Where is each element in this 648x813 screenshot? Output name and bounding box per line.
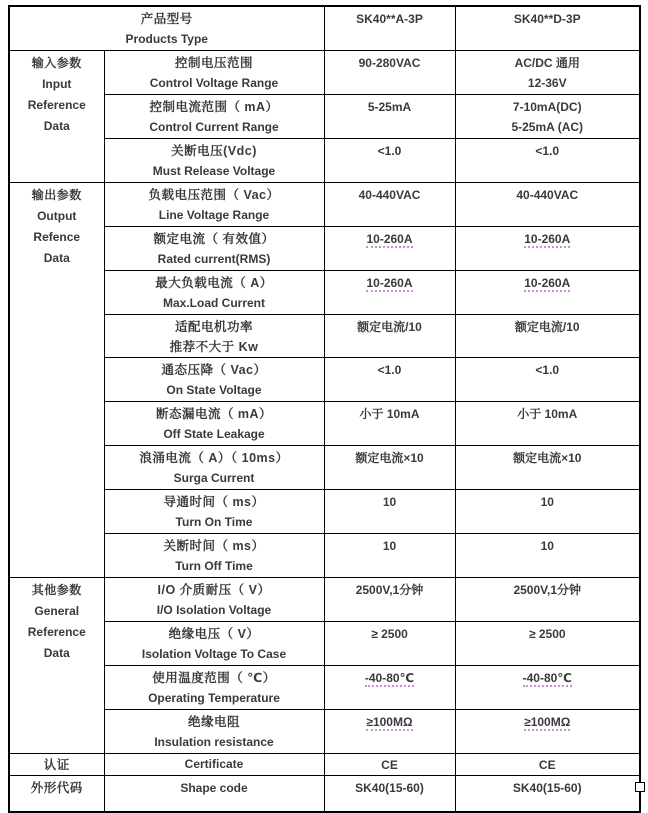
table-row bbox=[9, 95, 640, 139]
value-d-cell bbox=[455, 534, 640, 578]
products-type-zh: 产品型号 bbox=[140, 12, 193, 26]
param-en: Turn Off Time bbox=[175, 559, 253, 573]
products-type-en: Products Type bbox=[125, 32, 208, 46]
param-cell bbox=[104, 534, 324, 578]
value-a-cell bbox=[324, 271, 455, 315]
value-d: 额定电流×10 bbox=[513, 451, 582, 465]
value-d: 2500V,1分钟 bbox=[513, 583, 582, 597]
param-zh: 通态压降（ Vac） bbox=[161, 363, 267, 377]
param-cell bbox=[104, 227, 324, 271]
table-row bbox=[9, 578, 640, 622]
value-d: <1.0 bbox=[535, 363, 560, 377]
value-d: 10-260A bbox=[524, 232, 571, 246]
section-general-en1: General bbox=[34, 604, 80, 618]
value-d2: 12-36V bbox=[527, 76, 567, 90]
value-a-cell bbox=[324, 227, 455, 271]
section-cert bbox=[9, 754, 104, 776]
section-output bbox=[9, 183, 104, 578]
value-a: 10-260A bbox=[366, 276, 413, 290]
value-a: 40-440VAC bbox=[358, 188, 421, 202]
shape-code-row bbox=[9, 776, 640, 812]
param-zh: 适配电机功率 bbox=[174, 320, 253, 334]
param-en: Control Voltage Range bbox=[149, 76, 279, 90]
section-general bbox=[9, 578, 104, 754]
param-zh: 浪涌电流（ A）（ 10ms） bbox=[139, 451, 289, 465]
value-a: 小于 10mA bbox=[359, 407, 420, 421]
value-d-cell bbox=[455, 315, 640, 358]
value-d: 7-10mA(DC) bbox=[512, 100, 582, 114]
value-d-cell bbox=[455, 710, 640, 754]
value-d-cell bbox=[455, 139, 640, 183]
table-row bbox=[9, 271, 640, 315]
value-d-cell bbox=[455, 51, 640, 95]
value-d-cell bbox=[455, 227, 640, 271]
value-d-cell bbox=[455, 183, 640, 227]
table-row bbox=[9, 622, 640, 666]
value-a-cell bbox=[324, 622, 455, 666]
value-a-cell bbox=[324, 315, 455, 358]
value-a-cell bbox=[324, 51, 455, 95]
section-cert-zh: 认证 bbox=[43, 757, 70, 772]
param-zh: 绝缘电阻 bbox=[187, 715, 240, 729]
param-en: I/O Isolation Voltage bbox=[156, 603, 272, 617]
param-en: Operating Temperature bbox=[148, 691, 280, 705]
value-d-cell bbox=[455, 271, 640, 315]
param-en: On State Voltage bbox=[166, 383, 262, 397]
param-en: Surga Current bbox=[173, 471, 255, 485]
value-d: <1.0 bbox=[535, 144, 560, 158]
table-row bbox=[9, 183, 640, 227]
section-input-en2: Reference bbox=[27, 98, 86, 112]
value-d: 10 bbox=[540, 539, 554, 553]
param-zh: 关断电压(Vdc) bbox=[171, 144, 257, 158]
param-cell bbox=[104, 358, 324, 402]
value-a: <1.0 bbox=[377, 363, 402, 377]
value-a: 10 bbox=[382, 539, 397, 553]
value-d: ≥ 2500 bbox=[528, 627, 566, 641]
param-zh: 绝缘电压（ V） bbox=[168, 627, 260, 641]
products-type-cell bbox=[9, 6, 324, 51]
param-en: Line Voltage Range bbox=[158, 208, 270, 222]
value-a-cell bbox=[324, 710, 455, 754]
certificate-row bbox=[9, 754, 640, 776]
value-a: ≥ 2500 bbox=[371, 627, 408, 641]
param-zh: I/O 介质耐压（ V） bbox=[157, 583, 271, 597]
param-en: Control Current Range bbox=[149, 120, 279, 134]
model-d-cell bbox=[455, 6, 640, 51]
param-en: Must Release Voltage bbox=[152, 164, 276, 178]
param-cell bbox=[104, 666, 324, 710]
table-row bbox=[9, 534, 640, 578]
value-d-cell bbox=[455, 358, 640, 402]
param-en: Turn On Time bbox=[175, 515, 253, 529]
param-cell bbox=[104, 271, 324, 315]
param-en: Max.Load Current bbox=[162, 296, 265, 310]
section-input bbox=[9, 51, 104, 183]
param-en: Insulation resistance bbox=[154, 735, 274, 749]
table-row bbox=[9, 666, 640, 710]
param-cell bbox=[104, 776, 324, 812]
value-a: 10-260A bbox=[366, 232, 413, 246]
param-zh: 控制电压范围 bbox=[174, 56, 253, 70]
value-d2: 5-25mA (AC) bbox=[511, 120, 584, 134]
table-row bbox=[9, 710, 640, 754]
table-row bbox=[9, 358, 640, 402]
value-d: 10-260A bbox=[524, 276, 571, 290]
section-general-zh: 其他参数 bbox=[31, 583, 82, 597]
value-a-cell bbox=[324, 490, 455, 534]
value-a-cell bbox=[324, 95, 455, 139]
value-d: 40-440VAC bbox=[516, 188, 579, 202]
header-row bbox=[9, 6, 640, 51]
value-a-cell bbox=[324, 534, 455, 578]
value-a-cell bbox=[324, 666, 455, 710]
value-d: 小于 10mA bbox=[517, 407, 578, 421]
param-en: Shape code bbox=[180, 781, 248, 795]
value-a: CE bbox=[381, 757, 398, 772]
value-d: 额定电流/10 bbox=[514, 320, 580, 334]
table-row bbox=[9, 446, 640, 490]
section-output-en1: Output bbox=[37, 209, 77, 223]
param-zh: 控制电流范围（ mA） bbox=[149, 100, 279, 114]
param-cell bbox=[104, 95, 324, 139]
param-zh: 关断时间（ ms） bbox=[163, 539, 265, 553]
value-a-cell bbox=[324, 402, 455, 446]
param-cell bbox=[104, 446, 324, 490]
value-d-cell bbox=[455, 754, 640, 776]
value-a-cell bbox=[324, 446, 455, 490]
value-a: 10 bbox=[382, 495, 397, 509]
param-cell bbox=[104, 183, 324, 227]
model-a-label: SK40**A-3P bbox=[356, 12, 423, 26]
table-row bbox=[9, 139, 640, 183]
value-d: -40-80℃ bbox=[522, 671, 572, 685]
param-zh: 额定电流（ 有效值） bbox=[153, 232, 275, 246]
section-output-en3: Data bbox=[43, 251, 70, 265]
param-zh: 使用温度范围（ ℃） bbox=[152, 671, 276, 685]
value-d: 10 bbox=[540, 495, 554, 509]
value-a: ≥100MΩ bbox=[366, 715, 413, 729]
section-output-zh: 输出参数 bbox=[31, 188, 82, 202]
value-d: CE bbox=[538, 757, 556, 772]
value-a: <1.0 bbox=[377, 144, 402, 158]
value-d-cell bbox=[455, 446, 640, 490]
param-cell bbox=[104, 578, 324, 622]
table-row bbox=[9, 315, 640, 358]
value-a-cell bbox=[324, 578, 455, 622]
param-cell bbox=[104, 622, 324, 666]
value-a-cell bbox=[324, 776, 455, 812]
value-a-cell bbox=[324, 183, 455, 227]
value-d: ≥100MΩ bbox=[524, 715, 571, 729]
value-a: 额定电流×10 bbox=[355, 451, 424, 465]
section-general-en2: Reference bbox=[27, 625, 86, 639]
table-row bbox=[9, 402, 640, 446]
value-a: 90-280VAC bbox=[358, 56, 421, 70]
value-d-cell bbox=[455, 776, 640, 812]
param-en: Rated current(RMS) bbox=[157, 252, 271, 266]
value-a: SK40(15-60) bbox=[355, 781, 424, 795]
param-cell bbox=[104, 51, 324, 95]
table-row bbox=[9, 227, 640, 271]
value-d-cell bbox=[455, 666, 640, 710]
value-a: 2500V,1分钟 bbox=[355, 583, 424, 597]
model-d-label: SK40**D-3P bbox=[513, 12, 581, 26]
value-d-cell bbox=[455, 490, 640, 534]
table-resize-handle[interactable] bbox=[635, 782, 645, 792]
param-cell bbox=[104, 139, 324, 183]
value-a-cell bbox=[324, 754, 455, 776]
param-cell bbox=[104, 402, 324, 446]
section-output-en2: Refence bbox=[33, 230, 81, 244]
section-shape-zh: 外形代码 bbox=[30, 781, 83, 795]
section-general-en3: Data bbox=[43, 646, 70, 660]
value-d-cell bbox=[455, 622, 640, 666]
param-zh: 最大负载电流（ A） bbox=[155, 276, 273, 290]
value-d-cell bbox=[455, 578, 640, 622]
value-a: -40-80℃ bbox=[364, 671, 415, 685]
section-shape bbox=[9, 776, 104, 812]
value-a: 5-25mA bbox=[367, 100, 412, 114]
param-zh: 断态漏电流（ mA） bbox=[155, 407, 273, 421]
product-spec-table bbox=[8, 5, 641, 813]
value-d-cell bbox=[455, 95, 640, 139]
section-input-en1: Input bbox=[42, 77, 72, 91]
param-en: Isolation Voltage To Case bbox=[141, 647, 287, 661]
param-en: Certificate bbox=[184, 757, 244, 771]
model-a-cell bbox=[324, 6, 455, 51]
value-a-cell bbox=[324, 358, 455, 402]
section-input-zh: 输入参数 bbox=[31, 56, 82, 70]
param-zh2: 推荐不大于 Kw bbox=[169, 340, 259, 354]
value-d: AC/DC 通用 bbox=[514, 56, 580, 70]
table-row bbox=[9, 490, 640, 534]
param-en: Off State Leakage bbox=[163, 427, 265, 441]
param-cell bbox=[104, 490, 324, 534]
value-a-cell bbox=[324, 139, 455, 183]
table-row bbox=[9, 51, 640, 95]
value-d: SK40(15-60) bbox=[512, 781, 582, 795]
param-cell bbox=[104, 754, 324, 776]
section-input-en3: Data bbox=[43, 119, 70, 133]
param-zh: 导通时间（ ms） bbox=[163, 495, 265, 509]
param-zh: 负载电压范围（ Vac） bbox=[148, 188, 280, 202]
param-cell bbox=[104, 315, 324, 358]
value-a: 额定电流/10 bbox=[357, 320, 422, 334]
param-cell bbox=[104, 710, 324, 754]
value-d-cell bbox=[455, 402, 640, 446]
